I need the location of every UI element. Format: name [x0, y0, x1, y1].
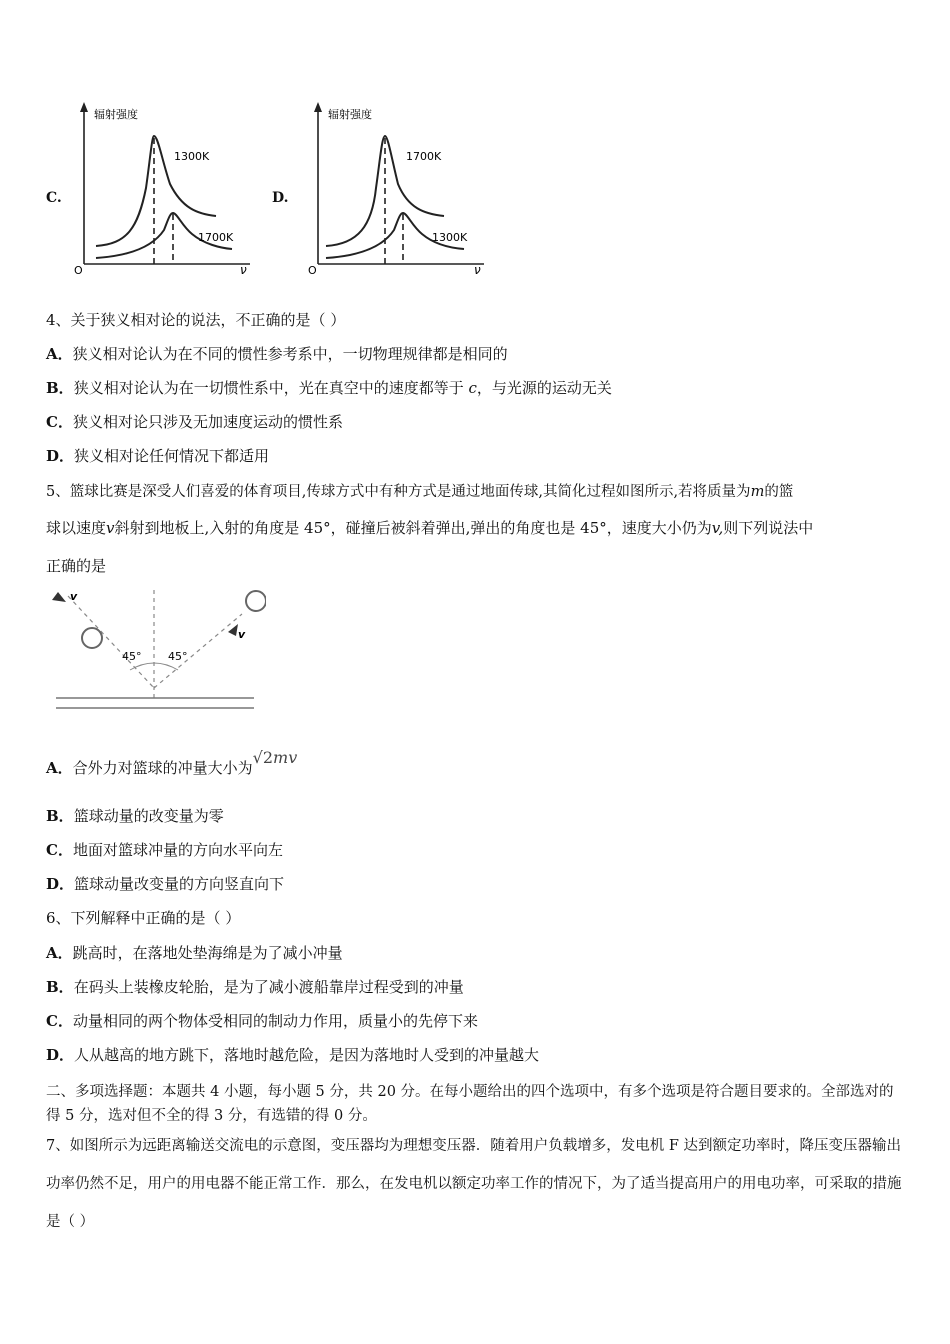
option-text: 狭义相对论认为在不同的惯性参考系中，一切物理规律都是相同的 — [72, 345, 508, 363]
q6-option-d — [46, 1045, 539, 1065]
graph-d — [306, 98, 496, 276]
angle-label-left: 45° — [122, 650, 142, 663]
option-letter: A． — [46, 759, 73, 777]
origin-label: O — [74, 264, 83, 276]
formula-root: √2 — [252, 748, 274, 767]
q4-option-c — [46, 412, 343, 432]
option-letter: A． — [46, 345, 73, 363]
ball-right — [246, 591, 266, 611]
high-curve-label: 1700K — [406, 150, 442, 163]
option-text: 人从越高的地方跳下，落地时越危险，是因为落地时人受到的冲量越大 — [74, 1046, 540, 1064]
x-axis-label: ν — [240, 263, 247, 276]
option-letter: B． — [46, 807, 74, 825]
q5-stem-line3: 正确的是 — [46, 557, 107, 575]
q5-option-d — [46, 874, 284, 894]
q5-stem-line1 — [46, 482, 793, 502]
option-text: 狭义相对论认为在一切惯性系中，光在真空中的速度都等于 — [73, 379, 469, 397]
symbol-v: v — [106, 519, 115, 537]
option-letter: D． — [46, 875, 75, 893]
option-text-after: ，与光源的运动无关 — [476, 379, 612, 397]
arrow-right — [228, 624, 238, 636]
v-label-left: v — [70, 590, 78, 603]
q4-option-d — [46, 446, 269, 466]
formula-mv: mv — [273, 748, 298, 767]
option-letter: D． — [46, 447, 75, 465]
q5-text: 5、篮球比赛是深受人们喜爱的体育项目,传球方式中有种方式是通过地面传球,其简化过程如图所示,若将质量为 — [46, 484, 751, 500]
y-axis-label: 辐射强度 — [328, 108, 372, 121]
option-letter: A． — [46, 944, 73, 962]
option-letter: B． — [46, 978, 74, 996]
graph-c — [72, 98, 262, 276]
v-label-right: v — [238, 628, 246, 641]
option-text: 地面对篮球冲量的方向水平向左 — [72, 841, 283, 859]
option-text: 在码头上装橡皮轮胎，是为了减小渡船靠岸过程受到的冲量 — [73, 978, 464, 996]
q6-option-c — [46, 1011, 478, 1031]
q5-option-c — [46, 840, 283, 860]
q6-stem: 6、下列解释中正确的是（ ） — [46, 909, 241, 927]
option-text: 狭义相对论只涉及无加速度运动的惯性系 — [72, 413, 343, 431]
option-text: 篮球动量的改变量为零 — [73, 807, 224, 825]
option-c-label: C. — [46, 190, 62, 206]
option-letter: C． — [46, 413, 73, 431]
y-axis-arrow — [80, 102, 88, 112]
q5-option-b — [46, 806, 224, 826]
y-axis-arrow — [314, 102, 322, 112]
arrow-left — [52, 592, 66, 602]
symbol-c: c — [468, 379, 477, 397]
option-text: 跳高时，在落地处垫海绵是为了减小冲量 — [72, 944, 343, 962]
option-text: 合外力对篮球的冲量大小为 — [72, 759, 253, 777]
low-curve-label: 1700K — [198, 231, 234, 244]
q6-option-a — [46, 943, 343, 963]
q4-option-b — [46, 378, 612, 398]
origin-label: O — [308, 264, 317, 276]
q7-stem: 7、如图所示为远距离输送交流电的示意图，变压器均为理想变压器．随着用户负载增多，发电机 F 达到额定功率时，降压变压器输出功率仍然不足，用户的用电器不能正常工作．那么，在发电机以额定功率工作的情况下，为了适当提高用户的用电功率，可采取的措施是（ ） — [46, 1138, 902, 1230]
symbol-v2: v, — [711, 519, 724, 537]
basketball-figure — [46, 586, 266, 720]
x-axis-label: ν — [474, 263, 481, 276]
option-text: 动量相同的两个物体受相同的制动力作用，质量小的先停下来 — [72, 1012, 478, 1030]
q4-stem: 4、关于狭义相对论的说法，不正确的是（ ） — [46, 311, 346, 329]
option-text: 篮球动量改变量的方向竖直向下 — [74, 875, 285, 893]
option-letter: D． — [46, 1046, 75, 1064]
q5-option-a — [46, 748, 298, 778]
symbol-m: m — [750, 484, 765, 500]
section-2-heading: 二、多项选择题：本题共 4 小题，每小题 5 分，共 20 分。在每小题给出的四个选项中，有多个选项是符合题目要求的。全部选对的得 5 分，选对但不全的得 3 分，有选错的得 0 分。 — [46, 1084, 894, 1124]
incident-path — [68, 596, 154, 688]
q5-text-after: 则下列说法中 — [723, 519, 814, 537]
ball-left — [82, 628, 102, 648]
angle-label-right: 45° — [168, 650, 188, 663]
q5-text-mid: 斜射到地板上,入射的角度是 45°，碰撞后被斜着弹出,弹出的角度也是 45°，速度大小仍为 — [114, 519, 712, 537]
q5-text-after: 的篮 — [764, 484, 794, 500]
option-letter: C． — [46, 841, 73, 859]
q5-text: 球以速度 — [46, 519, 107, 537]
option-d-label: D. — [272, 190, 289, 206]
option-text: 狭义相对论任何情况下都适用 — [74, 447, 270, 465]
high-curve-label: 1300K — [174, 150, 210, 163]
q6-option-b — [46, 977, 464, 997]
option-letter: B． — [46, 379, 74, 397]
low-curve-label: 1300K — [432, 231, 468, 244]
q4-option-a — [46, 344, 508, 364]
y-axis-label: 辐射强度 — [94, 108, 138, 121]
q5-stem-line2 — [46, 518, 813, 538]
option-letter: C． — [46, 1012, 73, 1030]
